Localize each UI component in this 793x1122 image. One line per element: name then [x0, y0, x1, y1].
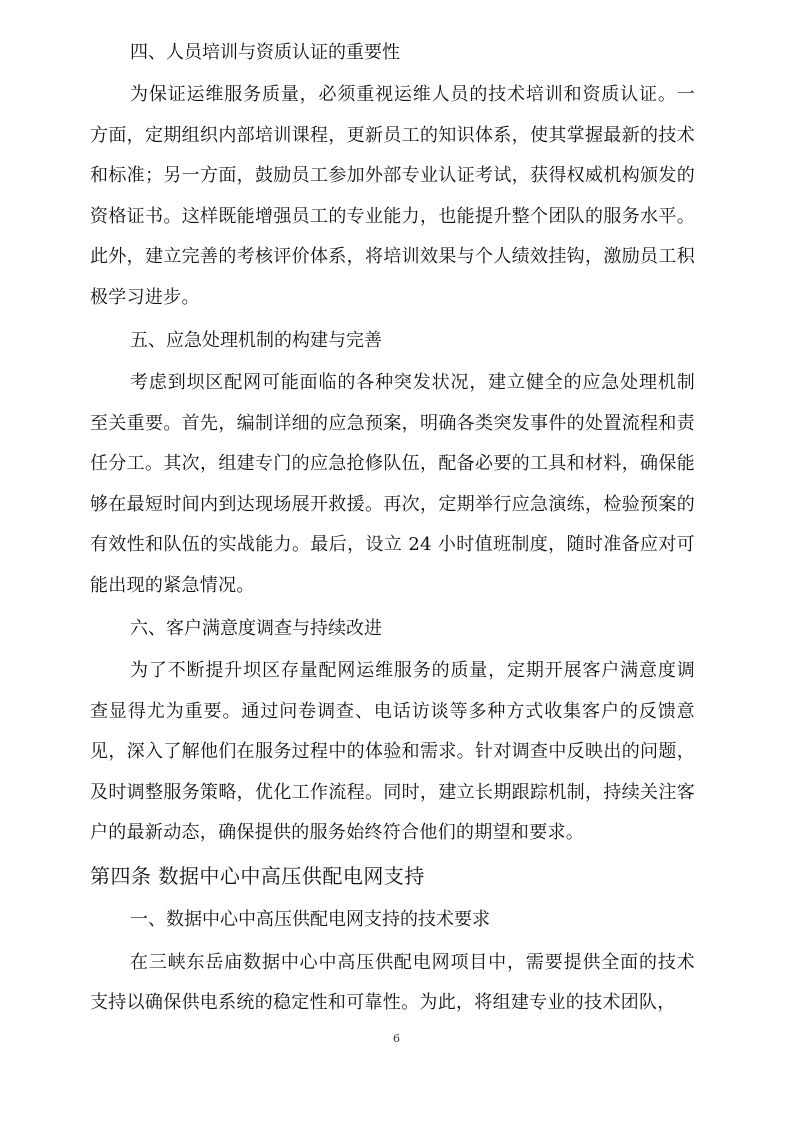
section-heading-emergency: 五、应急处理机制的构建与完善 [130, 329, 382, 351]
section-heading-training: 四、人员培训与资质认证的重要性 [130, 41, 400, 63]
paragraph-tech-requirements: 在三峡东岳庙数据中心中高压供配电网项目中，需要提供全面的技术支持以确保供电系统的稳定性和可靠性。为此，将组建专业的技术团队， [90, 951, 695, 1013]
document-page [90, 30, 695, 1024]
paragraph-emergency: 考虑到坝区配网可能面临的各种突发状况，建立健全的应急处理机制至关重要。首先，编制详细的应急预案，明确各类突发事件的处置流程和责任分工。其次，组建专门的应急抢修队伍，配备必要的工具和材料，确保能够在最短时间内到达现场展开救援。再次，定期举行应急演练，检验预案的有效性和队伍的实战能力。最后，设立 24 小时值班制度，随时准备应对可能出现的紧急情况。 [90, 372, 695, 596]
paragraph-satisfaction: 为了不断提升坝区存量配网运维服务的质量，定期开展客户满意度调查显得尤为重要。通过问卷调查、电话访谈等多种方式收集客户的反馈意见，深入了解他们在服务过程中的体验和需求。针对调查中反映出的问题，及时调整服务策略，优化工作流程。同时，建立长期跟踪机制，持续关注客户的最新动态，确保提供的服务始终符合他们的期望和要求。 [90, 660, 695, 843]
paragraph-training: 为保证运维服务质量，必须重视运维人员的技术培训和资质认证。一方面，定期组织内部培训课程，更新员工的知识体系，使其掌握最新的技术和标准；另一方面，鼓励员工参加外部专业认证考试，获得权威机构颁发的资格证书。这样既能增强员工的专业能力，也能提升整个团队的服务水平。此外，建立完善的考核评价体系，将培训效果与个人绩效挂钩，激励员工积极学习进步。 [90, 84, 695, 308]
section-heading-satisfaction: 六、客户满意度调查与持续改进 [130, 617, 382, 639]
section-heading-tech-requirements: 一、数据中心中高压供配电网支持的技术要求 [130, 909, 490, 930]
page-number: 6 [393, 1032, 400, 1045]
article-title: 第四条 数据中心中高压供配电网支持 [90, 863, 425, 888]
